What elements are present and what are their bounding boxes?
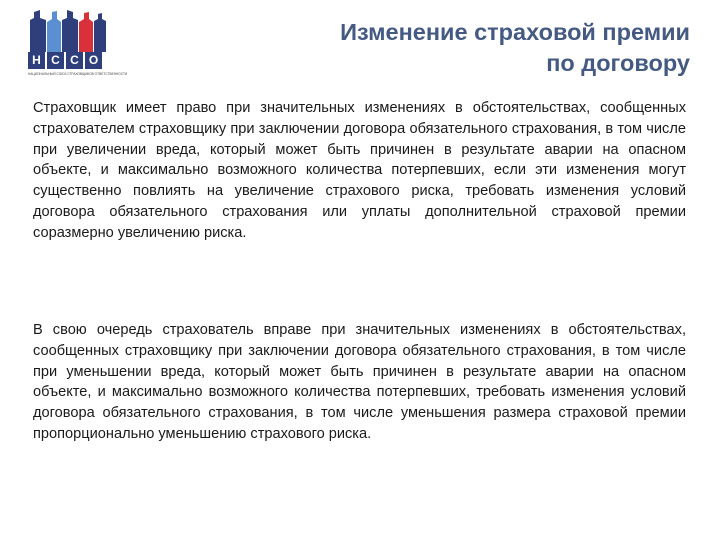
logo-letters (28, 52, 102, 69)
buildings-logo-icon (28, 10, 106, 52)
logo-letter: Н (28, 52, 45, 69)
nsso-logo (26, 10, 128, 78)
slide-title (250, 17, 690, 79)
slide-title-line: по договору (546, 50, 690, 76)
slide-title-line: Изменение страховой премии (340, 19, 690, 45)
body-paragraph-policyholder-rights: В свою очередь страхователь вправе при значительных изменениях в обстоятельствах, сообщенных страховщику при заключении договора обязательного страхования, в том числе при уменьшении вреда, который может быть причинен в результате аварии на опасном объекте, и максимально возможного количества потерпевших, требовать изменения условий договора обязательного страхования, в том числе уменьшения размера страховой премии пропорционально уменьшению страхового риска. (33, 322, 686, 442)
logo-letter: О (85, 52, 102, 69)
logo-letter: С (47, 52, 64, 69)
logo-caption: НАЦИОНАЛЬНЫЙ СОЮЗ СТРАХОВЩИКОВ ОТВЕТСТВЕННОСТИ (28, 72, 128, 76)
logo-letter: С (66, 52, 83, 69)
body-paragraph-insurer-rights: Страховщик имеет право при значительных изменениях в обстоятельствах, сообщенных страхователем страховщику при заключении договора обязательного страхования, в том числе при увеличении вреда, который может быть причинен в результате аварии на опасном объекте, и максимально возможного количества потерпевших, если эти изменения могут существенно повлиять на увеличение страхового риска, требовать изменения условий договора обязательного страхования или уплаты дополнительной страховой премии соразмерно увеличению риска. (33, 100, 686, 241)
